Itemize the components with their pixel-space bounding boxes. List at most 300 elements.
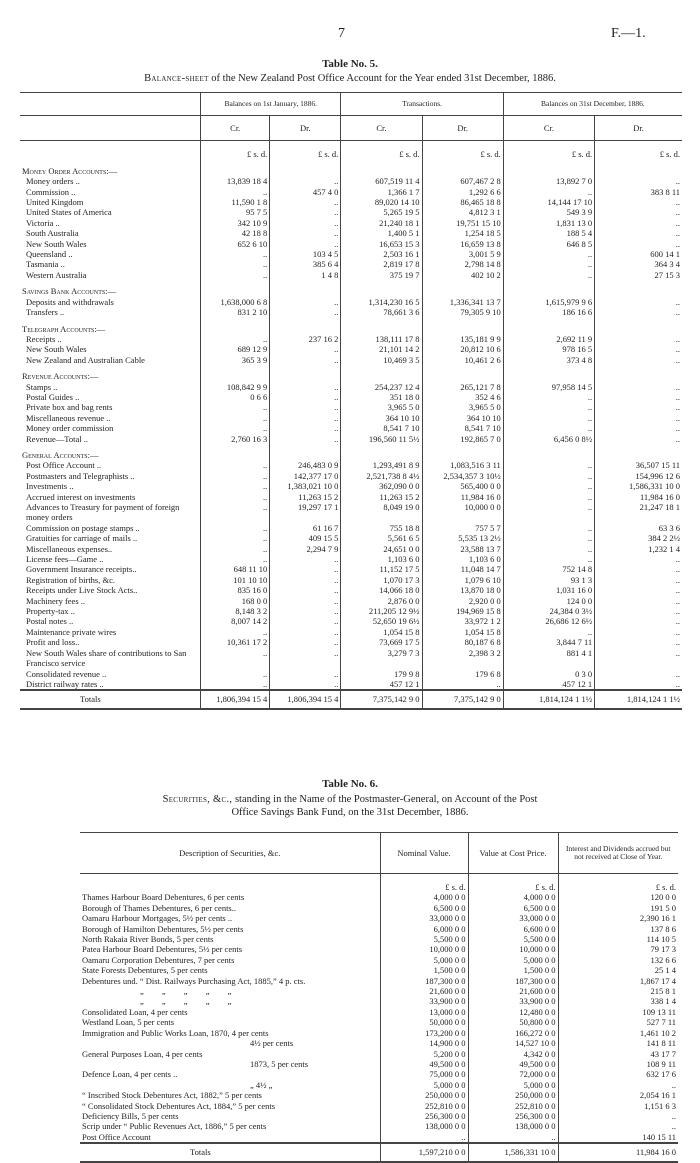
table5-value-cell: .. [270,596,341,606]
table5-value-cell: .. [201,533,270,543]
table-row [20,270,682,280]
table5-value-cell: 13,839 18 4 [201,176,270,186]
table5-row-label: Miscellaneous revenue .. [26,412,111,423]
table6-value-cell: 10,000 0 0 [380,944,468,954]
table6-value-cell: 4,342 0 0 [468,1049,558,1059]
table5-value-cell: 1,083,516 3 11 [422,460,503,470]
table5-row-label: Commission .. [26,186,76,197]
table5-value-cell: 1,586,331 10 0 [595,481,682,491]
table5-value-cell: .. [270,207,341,217]
table5-value-cell: 21,101 14 2 [341,344,422,354]
table5-value-cell: .. [270,575,341,585]
table6-value-cell: 191 5 0 [558,903,678,913]
table5-row-label: District railway rates .. [26,678,104,689]
table5-unit-cell: £ s. d. [201,141,270,160]
table5-value-cell: 63 3 6 [595,523,682,533]
table6-value-cell: 1,867 17 4 [558,976,678,986]
table5-value-cell: 652 6 10 [201,239,270,249]
table6-value-cell: 5,500 0 0 [380,934,468,944]
table5-value-cell: 1,400 5 1 [341,228,422,238]
table6-row-label: General Purposes Loan, 4 per cents [82,1048,203,1059]
table5-value-cell: 5,561 6 5 [341,533,422,543]
table6-value-cell: 114 10 5 [558,934,678,944]
table5-total-cell: 7,375,142 9 0 [341,690,422,708]
table5-value-cell: 20,812 10 6 [422,344,503,354]
table-row [20,187,682,197]
table6-value-cell: 50,800 0 0 [468,1017,558,1027]
table5-row-label: Transfers .. [26,307,65,318]
table6-value-cell: 5,000 0 0 [468,1080,558,1090]
table6-nominal-header: Nominal Value. [380,833,468,874]
table5-value-cell: .. [503,492,594,502]
table5-totals-label: Totals [80,694,101,705]
table5-value-cell: .. [270,402,341,412]
table5-unit-cell: £ s. d. [422,141,503,160]
table6-row-label: Oamaru Corporation Debentures, 7 per cents [82,954,235,965]
table5-group-heading: Revenue Accounts:— [22,371,99,382]
table6-value-cell: 173,200 0 0 [380,1028,468,1038]
table6-value-cell: 1,500 0 0 [380,965,468,975]
table5-value-cell: 752 14 8 [503,564,594,574]
table6-value-cell: 14,900 0 0 [380,1038,468,1048]
table5-value-cell: 8,541 7 10 [341,423,422,433]
table5-value-cell: .. [595,402,682,412]
table5-value-cell: 73,669 17 5 [341,637,422,647]
table6-value-cell: 1,461 10 2 [558,1028,678,1038]
table5-value-cell: .. [595,413,682,423]
table5-value-cell: .. [201,492,270,502]
table5-group-header: Transactions. [341,93,503,116]
table5-value-cell: 0 6 6 [201,392,270,402]
table5-value-cell: 10,361 17 2 [201,637,270,647]
table-row [20,392,682,402]
table5-value-cell: 8,541 7 10 [422,423,503,433]
table5-row-label: Post Office Account .. [26,460,102,471]
table5-value-cell: .. [503,187,594,197]
table5-value-cell: .. [201,334,270,344]
table5-row-label: Revenue—Total .. [26,433,88,444]
table5-value-cell: 831 2 10 [201,307,270,317]
table-row [80,955,678,965]
table-row [20,249,682,259]
table5-value-cell: 103 4 5 [270,249,341,259]
table5-value-cell: 3,844 7 11 [503,637,594,647]
table5-value-cell: .. [270,554,341,564]
table5-value-cell: .. [595,176,682,186]
table5-value-cell: 188 5 4 [503,228,594,238]
table6-value-cell: 5,200 0 0 [380,1049,468,1059]
table6-value-cell: 33,900 0 0 [380,996,468,1006]
table5-value-cell: 11,263 15 2 [270,492,341,502]
table5-value-cell: .. [201,679,270,690]
table5-value-cell: 11,590 1 8 [201,197,270,207]
table5-value-cell: 2,398 3 2 [422,648,503,669]
table5-value-cell: 27 15 3 [595,270,682,280]
table6-row-label: 4½ per cents [250,1038,294,1049]
table5-value-cell: 21,247 18 1 [595,502,682,523]
table5-row-label: Investments .. [26,481,74,492]
table5-value-cell: 16,653 15 3 [341,239,422,249]
table5-value-cell: .. [595,239,682,249]
table6-row-label: 1873, 5 per cents [250,1058,309,1069]
table5-unit-cell: £ s. d. [341,141,422,160]
table5-row-label: License fees—Game .. [26,554,104,565]
table5-total-cell: 1,806,394 15 4 [270,690,341,708]
table5-value-cell: 16,659 13 8 [422,239,503,249]
table6-caption [0,793,700,819]
table6-value-cell: 5,000 0 0 [380,1080,468,1090]
table5-row-label: New South Wales [26,238,87,249]
table5-value-cell: 549 3 9 [503,207,594,217]
table5-total-cell: 7,375,142 9 0 [422,690,503,708]
table5-row-label: South Australia [26,228,79,239]
table-row [20,423,682,433]
table6-caption-line2: Office Savings Bank Fund, on the 31st December, 1886. [231,807,469,818]
table6-value-cell: 72,000 0 0 [468,1069,558,1079]
table5-value-cell: .. [270,197,341,207]
table5-value-cell: 1,293,491 8 9 [341,460,422,470]
table5-value-cell: 2,534,357 3 10½ [422,471,503,481]
table5-value-cell: .. [270,239,341,249]
table5-value-cell: 364 3 4 [595,259,682,269]
table5-value-cell: 13,870 18 0 [422,585,503,595]
table5-value-cell: .. [503,392,594,402]
table5-value-cell: 52,650 19 6½ [341,616,422,626]
table6-value-cell: 250,000 0 0 [380,1090,468,1100]
table5-value-cell: .. [201,259,270,269]
table6-value-cell: 108 9 11 [558,1059,678,1069]
table-row [80,965,678,975]
table-row [20,297,682,307]
table5-value-cell: 2,920 0 0 [422,596,503,606]
table6-value-cell: 4,000 0 0 [468,892,558,902]
table6-interest-header: Interest and Dividends accrued but not received at Close of Year. [558,833,678,874]
table6-value-cell: 33,000 0 0 [468,913,558,923]
table6-row-label: “ Inscribed Stock Debentures Act, 1882,” 5 per cents [82,1090,262,1101]
table6-value-cell: 21,600 0 0 [380,986,468,996]
table-row [20,616,682,626]
table5-value-cell: 21,240 18 1 [341,218,422,228]
table6-unit-cell: £ s. d. [558,874,678,893]
table6-value-cell: 141 8 11 [558,1038,678,1048]
table-row [20,471,682,481]
table5-value-cell: .. [270,679,341,690]
table5-value-cell: .. [595,627,682,637]
table5-value-cell: .. [595,669,682,679]
table5-value-cell: 373 4 8 [503,355,594,365]
table6-row-label: Debentures und. “ Dist. Railways Purchasing Act, 1885,” 4 p. cts. [82,975,306,986]
table-row [80,1038,678,1048]
table5-value-cell: 342 10 9 [201,218,270,228]
table5-value-cell: .. [201,523,270,533]
table6-title: Table No. 6. [322,778,378,790]
table5-value-cell: 978 16 5 [503,344,594,354]
table5-value-cell: 19,297 17 1 [270,502,341,523]
table6-row-label: Post Office Account [82,1131,151,1142]
table6-value-cell: 6,500 0 0 [468,903,558,913]
table5-row-label: Profit and loss.. [26,637,80,648]
table5-value-cell: .. [270,648,341,669]
table5-value-cell: 142,377 17 0 [270,471,341,481]
table-row [80,1090,678,1100]
table5-value-cell: .. [201,471,270,481]
table-row [20,382,682,392]
document-reference: F.—1. [611,26,646,41]
table6-value-cell: 132 6 6 [558,955,678,965]
table-row [20,564,682,574]
table5-value-cell: .. [201,554,270,564]
table6-value-cell: 13,000 0 0 [380,1007,468,1017]
table5-value-cell: 2,692 11 9 [503,334,594,344]
table5-value-cell: .. [201,481,270,491]
table5-value-cell: .. [201,413,270,423]
table5-value-cell: 89,020 14 10 [341,197,422,207]
table5-unit-spacer [20,141,201,160]
table5-value-cell: 1,638,000 6 8 [201,297,270,307]
table-row [20,307,682,317]
table6-value-cell: 137 8 6 [558,924,678,934]
table5-value-cell: 3,279 7 3 [341,648,422,669]
table-row [80,1017,678,1027]
table5-value-cell: 457 12 1 [503,679,594,690]
table5-value-cell: 1,031 16 0 [503,585,594,595]
table-row [80,976,678,986]
table5-value-cell: .. [270,585,341,595]
table5-row-label: Accrued interest on investments [26,491,136,502]
table6-row-label: State Forests Debentures, 5 per cents [82,965,208,976]
table5-value-cell: .. [595,382,682,392]
table5-value-cell: 646 8 5 [503,239,594,249]
table5-value-cell: 26,686 12 6½ [503,616,594,626]
table5-group-heading: Telegraph Accounts:— [22,323,106,334]
table6-total-cell: 11,984 16 0 [558,1143,678,1161]
table-row [20,606,682,616]
table5-value-cell: .. [270,564,341,574]
table5-unit-cell: £ s. d. [503,141,594,160]
table5-value-cell: 364 10 10 [422,413,503,423]
table5-value-cell: .. [270,423,341,433]
table5-value-cell: 97,958 14 5 [503,382,594,392]
table5-value-cell: .. [503,533,594,543]
table6-unit-cell: £ s. d. [468,874,558,893]
table5-value-cell: 14,144 17 10 [503,197,594,207]
table-row [80,1028,678,1038]
table6-row-label: Immigration and Public Works Loan, 1870, 4 per cents [82,1027,269,1038]
table5-value-cell: 1,054 15 8 [341,627,422,637]
table6-caption-lead: Securities, &c., [162,794,233,805]
table5-value-cell: 254,237 12 4 [341,382,422,392]
table5-value-cell: 1,103 6 0 [341,554,422,564]
table5-value-cell: .. [270,355,341,365]
table5-value-cell: .. [595,585,682,595]
table5-row-label: Stamps .. [26,381,58,392]
table-row [20,355,682,365]
table5-value-cell: 246,483 0 9 [270,460,341,470]
table5-value-cell: 648 11 10 [201,564,270,574]
table5-value-cell: 457 4 0 [270,187,341,197]
table5-value-cell: 101 10 10 [201,575,270,585]
table6-value-cell: 120 0 0 [558,892,678,902]
table5-value-cell: 179 6 8 [422,669,503,679]
table5-row-label: Maintenance private wires [26,626,117,637]
table6-value-cell: 109 13 11 [558,1007,678,1017]
table5-value-cell: 135,181 9 9 [422,334,503,344]
table-row [80,934,678,944]
table6-value-cell: 21,600 0 0 [468,986,558,996]
table5-value-cell: 36,507 15 11 [595,460,682,470]
table-row [80,1059,678,1069]
table5-value-cell: .. [201,423,270,433]
table6-row-label: Defence Loan, 4 per cents .. [82,1069,178,1080]
table5-value-cell: 1,383,021 10 0 [270,481,341,491]
table6-row-label: „ „ „ „ „ [140,996,240,1007]
table6-row-label: Thames Harbour Board Debentures, 6 per cents [82,892,245,903]
table5-value-cell: .. [201,627,270,637]
table5-unit-cell: £ s. d. [270,141,341,160]
table5-value-cell: 24,651 0 0 [341,544,422,554]
table-row [20,627,682,637]
table5-group-heading: Money Order Accounts:— [22,165,118,176]
table-row [80,1111,678,1121]
table6-value-cell: 632 17 6 [558,1069,678,1079]
table5-value-cell: 196,560 11 5½ [341,434,422,444]
table5-value-cell: 11,263 15 2 [341,492,422,502]
table5-value-cell: .. [595,344,682,354]
table6-row-label: Consolidated Loan, 4 per cents [82,1006,188,1017]
table6-value-cell: 2,390 16 1 [558,913,678,923]
table5-value-cell: 42 18 8 [201,228,270,238]
table5-value-cell: 757 5 7 [422,523,503,533]
table5-value-cell: 2,521,738 8 4½ [341,471,422,481]
table5-value-cell: 3,965 5 0 [422,402,503,412]
table5-value-cell: 1,054 15 8 [422,627,503,637]
table-row [20,460,682,470]
table5-value-cell: .. [270,228,341,238]
table5-value-cell: 19,751 15 10 [422,218,503,228]
table5-row-label: Property-tax .. [26,606,75,617]
table5-value-cell: 33,972 1 2 [422,616,503,626]
table-row [20,648,682,669]
table6-value-cell: 338 1 4 [558,996,678,1006]
table5-value-cell: .. [201,460,270,470]
table5-row-label: Postmasters and Telegraphists .. [26,470,135,481]
table5-value-cell: 10,469 3 5 [341,355,422,365]
table-row [20,402,682,412]
table5-value-cell: .. [503,627,594,637]
table5-value-cell: 881 4 1 [503,648,594,669]
table6-row-label: „ „ „ „ „ [140,986,240,997]
table5-value-cell: .. [201,249,270,259]
table-row [20,637,682,647]
table5-row-label: Gratuities for carriage of mails .. [26,533,138,544]
table5-value-cell: .. [503,249,594,259]
table6-value-cell: 5,500 0 0 [468,934,558,944]
table5-value-cell: 351 18 0 [341,392,422,402]
table5-value-cell: 409 15 5 [270,533,341,543]
table5-value-cell: .. [503,460,594,470]
table5-row-label: Consolidated revenue .. [26,668,107,679]
table5-value-cell: .. [595,392,682,402]
table5-value-cell: 1,366 1 7 [341,187,422,197]
table5-value-cell: .. [201,402,270,412]
table-row [20,554,682,564]
table-row [20,679,682,690]
table5-row-label: Receipts under Live Stock Acts.. [26,585,138,596]
table5-group-header: Balances on 1st January, 1886. [201,93,341,116]
table5-value-cell: .. [201,648,270,669]
table5-value-cell: 14,066 18 0 [341,585,422,595]
table5-value-cell: .. [201,502,270,523]
table6-row-label: Scrip under “ Public Revenues Act, 1886,” 5 per cents [82,1121,267,1132]
table5-value-cell: .. [595,616,682,626]
table5-value-cell: .. [595,596,682,606]
table6-value-cell: 2,054 16 1 [558,1090,678,1100]
table5-value-cell: 168 0 0 [201,596,270,606]
table6-value-cell: .. [558,1121,678,1131]
table5-value-cell: 8,007 14 2 [201,616,270,626]
table6-value-cell: 33,000 0 0 [380,913,468,923]
table5-row-label: United Kingdom [26,197,84,208]
table-row [20,218,682,228]
table5-caption [0,72,700,85]
table5-cr-header: Cr. [503,116,594,141]
table5-value-cell: 2,294 7 9 [270,544,341,554]
table6-value-cell: 138,000 0 0 [468,1121,558,1131]
table6-value-cell: 43 17 7 [558,1049,678,1059]
table5-value-cell: 600 14 1 [595,249,682,259]
table5-value-cell: 457 12 1 [341,679,422,690]
table5-value-cell: 192,865 7 0 [422,434,503,444]
table5-value-cell: .. [270,627,341,637]
table5-total-cell: 1,814,124 1 1½ [595,690,682,708]
table5-value-cell: 1,314,230 16 5 [341,297,422,307]
table5-value-cell: 2,876 0 0 [341,596,422,606]
table5-value-cell: 375 19 7 [341,270,422,280]
table-row [80,1007,678,1017]
table6-row-label: Deficiency Bills, 5 per cents [82,1110,179,1121]
table5-desc-header [20,93,201,116]
table5-value-cell: .. [270,637,341,647]
table5-value-cell: .. [595,564,682,574]
table5-group-heading: Savings Bank Accounts:— [22,286,117,297]
table5-dr-header: Dr. [422,116,503,141]
table5-value-cell: 11,984 16 0 [422,492,503,502]
table5-value-cell: 607,467 2 8 [422,176,503,186]
table5-row-label: Queensland .. [26,249,73,260]
table5-value-cell: 3,001 5 9 [422,249,503,259]
table5-value-cell: .. [270,413,341,423]
table5-value-cell: .. [201,270,270,280]
table5-value-cell: 364 10 10 [341,413,422,423]
table-row [80,924,678,934]
table5-value-cell: 108,842 9 9 [201,382,270,392]
table6-total-cell: 1,597,210 0 0 [380,1143,468,1161]
table-row [80,1049,678,1059]
table6-value-cell: 256,300 0 0 [380,1111,468,1121]
table-row [80,903,678,913]
table5-value-cell: 1,615,979 9 6 [503,297,594,307]
table6-value-cell: 1,500 0 0 [468,965,558,975]
table5-value-cell: 79,305 9 10 [422,307,503,317]
table6-row-label: Westland Loan, 5 per cents [82,1017,175,1028]
table-row [80,1080,678,1090]
table-row [20,481,682,491]
table-row [20,523,682,533]
table6-value-cell: 6,000 0 0 [380,924,468,934]
table5-value-cell: 0 3 0 [503,669,594,679]
table6-value-cell: 10,000 0 0 [468,944,558,954]
table5-total-cell: 1,806,394 15 4 [201,690,270,708]
